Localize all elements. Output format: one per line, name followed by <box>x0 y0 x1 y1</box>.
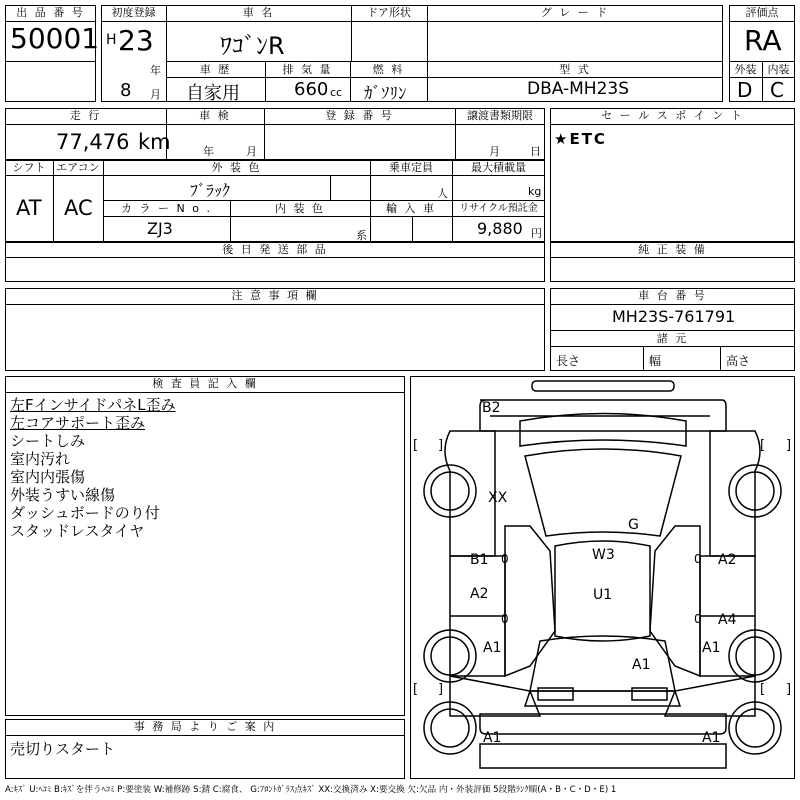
ext-grade: D <box>737 78 753 102</box>
office-label: 事 務 局 よ り ご 案 内 <box>133 720 277 733</box>
width-label: 幅 <box>649 354 662 368</box>
inspector-label: 検 査 員 記 入 欄 <box>152 377 258 390</box>
ext-color: ﾌﾞﾗｯｸ <box>190 181 231 200</box>
mark-b2: B2 <box>482 400 501 416</box>
mark-a1-bottom-right: A1 <box>702 730 721 746</box>
roof-panel <box>525 449 681 536</box>
inspector-line: 外装うすい線傷 <box>10 486 116 504</box>
mark-g: G <box>628 517 639 533</box>
reg-year: 23 <box>118 24 154 57</box>
chassis-label: 車 台 番 号 <box>638 289 707 302</box>
mileage-label: 走 行 <box>69 109 102 122</box>
lot-number: 50001 <box>10 22 100 55</box>
chassis-number: MH23S-761791 <box>612 307 736 326</box>
transfer-month-unit: 月 <box>489 145 500 158</box>
displacement-label: 排 気 量 <box>282 63 333 76</box>
mileage-unit: km <box>138 130 171 154</box>
transfer-label: 譲渡書類期限 <box>467 109 533 122</box>
front-bumper <box>480 714 726 734</box>
car-outline-svg <box>410 376 795 779</box>
spec-label: 諸 元 <box>656 332 689 345</box>
inspection-label: 車 検 <box>199 109 231 122</box>
mark-u1: U1 <box>593 587 613 603</box>
era: H <box>106 32 117 48</box>
history-label: 車 歴 <box>199 63 232 76</box>
model-label: 型 式 <box>559 63 591 76</box>
grade-label: グ レ ー ド <box>540 6 610 19</box>
sales-label: セ ー ル ス ポ イ ン ト <box>601 109 744 122</box>
first-reg-label: 初度登録 <box>111 6 156 19</box>
ac: AC <box>64 196 93 220</box>
import-label: 輸 入 車 <box>386 202 436 215</box>
zero-mark: 0 <box>694 552 702 566</box>
bracket: [ <box>760 682 766 697</box>
right-front-fender <box>665 676 755 716</box>
right-rear-quarter <box>710 431 760 556</box>
int-label: 内装 <box>767 63 790 76</box>
recycle-unit: 円 <box>531 227 542 240</box>
bracket: [ <box>413 682 419 697</box>
transfer-day-unit: 日 <box>530 145 541 158</box>
zero-mark: 0 <box>694 612 702 626</box>
inspector-line: 室内汚れ <box>10 450 71 468</box>
inspector-line: 室内内張傷 <box>10 468 86 486</box>
right-rear-door <box>650 526 700 676</box>
lot-label: 出 品 番 号 <box>16 6 85 19</box>
mark-a2-left: A2 <box>470 586 489 602</box>
mark-a1-left-front: A1 <box>483 640 502 656</box>
mark-a4: A4 <box>718 612 737 628</box>
mileage: 77,476 <box>56 130 130 154</box>
zero-mark: 0 <box>501 612 509 626</box>
front-lower-panel <box>480 744 726 768</box>
car-name-label: 車 名 <box>242 6 275 19</box>
bracket: [ <box>760 438 766 453</box>
inspection-year-unit: 年 <box>203 145 214 158</box>
door-label: ドア形状 <box>367 6 411 19</box>
left-rear-door <box>505 526 555 676</box>
notes-label: 注 意 事 項 欄 <box>231 289 319 302</box>
displacement: 660 <box>294 79 329 100</box>
fuel-label: 燃 料 <box>372 63 405 76</box>
fuel: ｶﾞｿﾘﾝ <box>364 84 407 104</box>
sales-points: ★ETC <box>554 130 607 148</box>
displacement-unit: cc <box>330 86 343 99</box>
plate-label: 登 録 番 号 <box>325 109 394 122</box>
bracket: ] <box>786 438 792 453</box>
zero-mark: 0 <box>501 552 509 566</box>
int-color-unit: 系 <box>356 229 367 242</box>
inspector-line: 左FインサイドパネL歪み <box>10 396 176 414</box>
mark-a1-center: A1 <box>632 657 651 673</box>
mark-a2-right: A2 <box>718 552 737 568</box>
shift: AT <box>16 196 42 220</box>
ac-label: エアコン <box>56 161 100 174</box>
recycle: 9,880 <box>477 219 523 238</box>
rear-bumper-top <box>532 381 674 391</box>
genuine-label: 純 正 装 備 <box>638 243 707 256</box>
int-grade: C <box>770 78 784 102</box>
left-headlamp <box>538 688 573 700</box>
hood <box>525 691 680 706</box>
legend: A:ｷｽﾞ U:ﾍｺﾐ B:ｷｽﾞを伴うﾍｺﾐ P:要塗装 W:補修跡 S:錆 C:腐食、 G:ﾌﾛﾝﾄｶﾞﾗｽ点ｷｽﾞ XX:交換済み X:要交換 欠:欠品 内・外装評価 5段階ﾗﾝｸ順(A・B・C・D・E) 1 <box>5 785 617 795</box>
inspector-line: ダッシュボードのり付 <box>10 504 160 522</box>
windshield <box>530 636 675 691</box>
ext-label: 外装 <box>734 63 757 76</box>
inspector-line: 左コアサポート歪み <box>10 414 146 432</box>
bracket: ] <box>438 682 444 697</box>
rear-glass <box>520 414 686 447</box>
year-unit: 年 <box>150 64 161 77</box>
month-unit: 月 <box>150 88 161 101</box>
recycle-label: リサイクル預託金 <box>459 203 538 214</box>
score: RA <box>744 24 782 57</box>
int-color-label: 内 装 色 <box>275 202 325 215</box>
later-parts-label: 後 日 発 送 部 品 <box>222 243 328 256</box>
model: DBA-MH23S <box>527 79 630 99</box>
color-no-label: カ ラ ー N o . <box>121 202 212 215</box>
load-unit: kg <box>528 185 542 198</box>
score-label: 評価点 <box>745 6 779 19</box>
bracket: [ <box>413 438 419 453</box>
mark-a1-bottom-left: A1 <box>483 730 502 746</box>
left-front-fender <box>450 676 540 716</box>
sales-box <box>550 108 795 242</box>
bracket: ] <box>786 682 792 697</box>
mark-b1: B1 <box>470 552 489 568</box>
mark-a1-right-front: A1 <box>702 640 721 656</box>
right-headlamp <box>632 688 667 700</box>
inspector-line: シートしみ <box>10 432 86 450</box>
car-diagram <box>410 376 795 779</box>
reg-month: 8 <box>120 80 132 101</box>
length-label: 長さ <box>556 354 581 368</box>
car-name: ﾜｺﾞﾝR <box>220 32 285 60</box>
inspection-month-unit: 月 <box>246 145 257 158</box>
bracket: ] <box>438 438 444 453</box>
capacity-unit: 人 <box>437 187 448 200</box>
office-text: 売切りスタート <box>10 740 116 758</box>
mark-w3: W3 <box>592 547 615 563</box>
history: 自家用 <box>186 83 240 104</box>
ext-color-label: 外 装 色 <box>211 161 262 174</box>
capacity-label: 乗車定員 <box>389 161 433 174</box>
height-label: 高さ <box>726 354 751 368</box>
inspector-line: スタッドレスタイヤ <box>10 522 145 540</box>
mark-xx: XX <box>488 490 508 506</box>
load-label: 最大積載量 <box>471 161 526 174</box>
shift-label: シフト <box>12 161 46 174</box>
inspector-lines <box>10 396 176 540</box>
color-no: ZJ3 <box>147 219 173 238</box>
